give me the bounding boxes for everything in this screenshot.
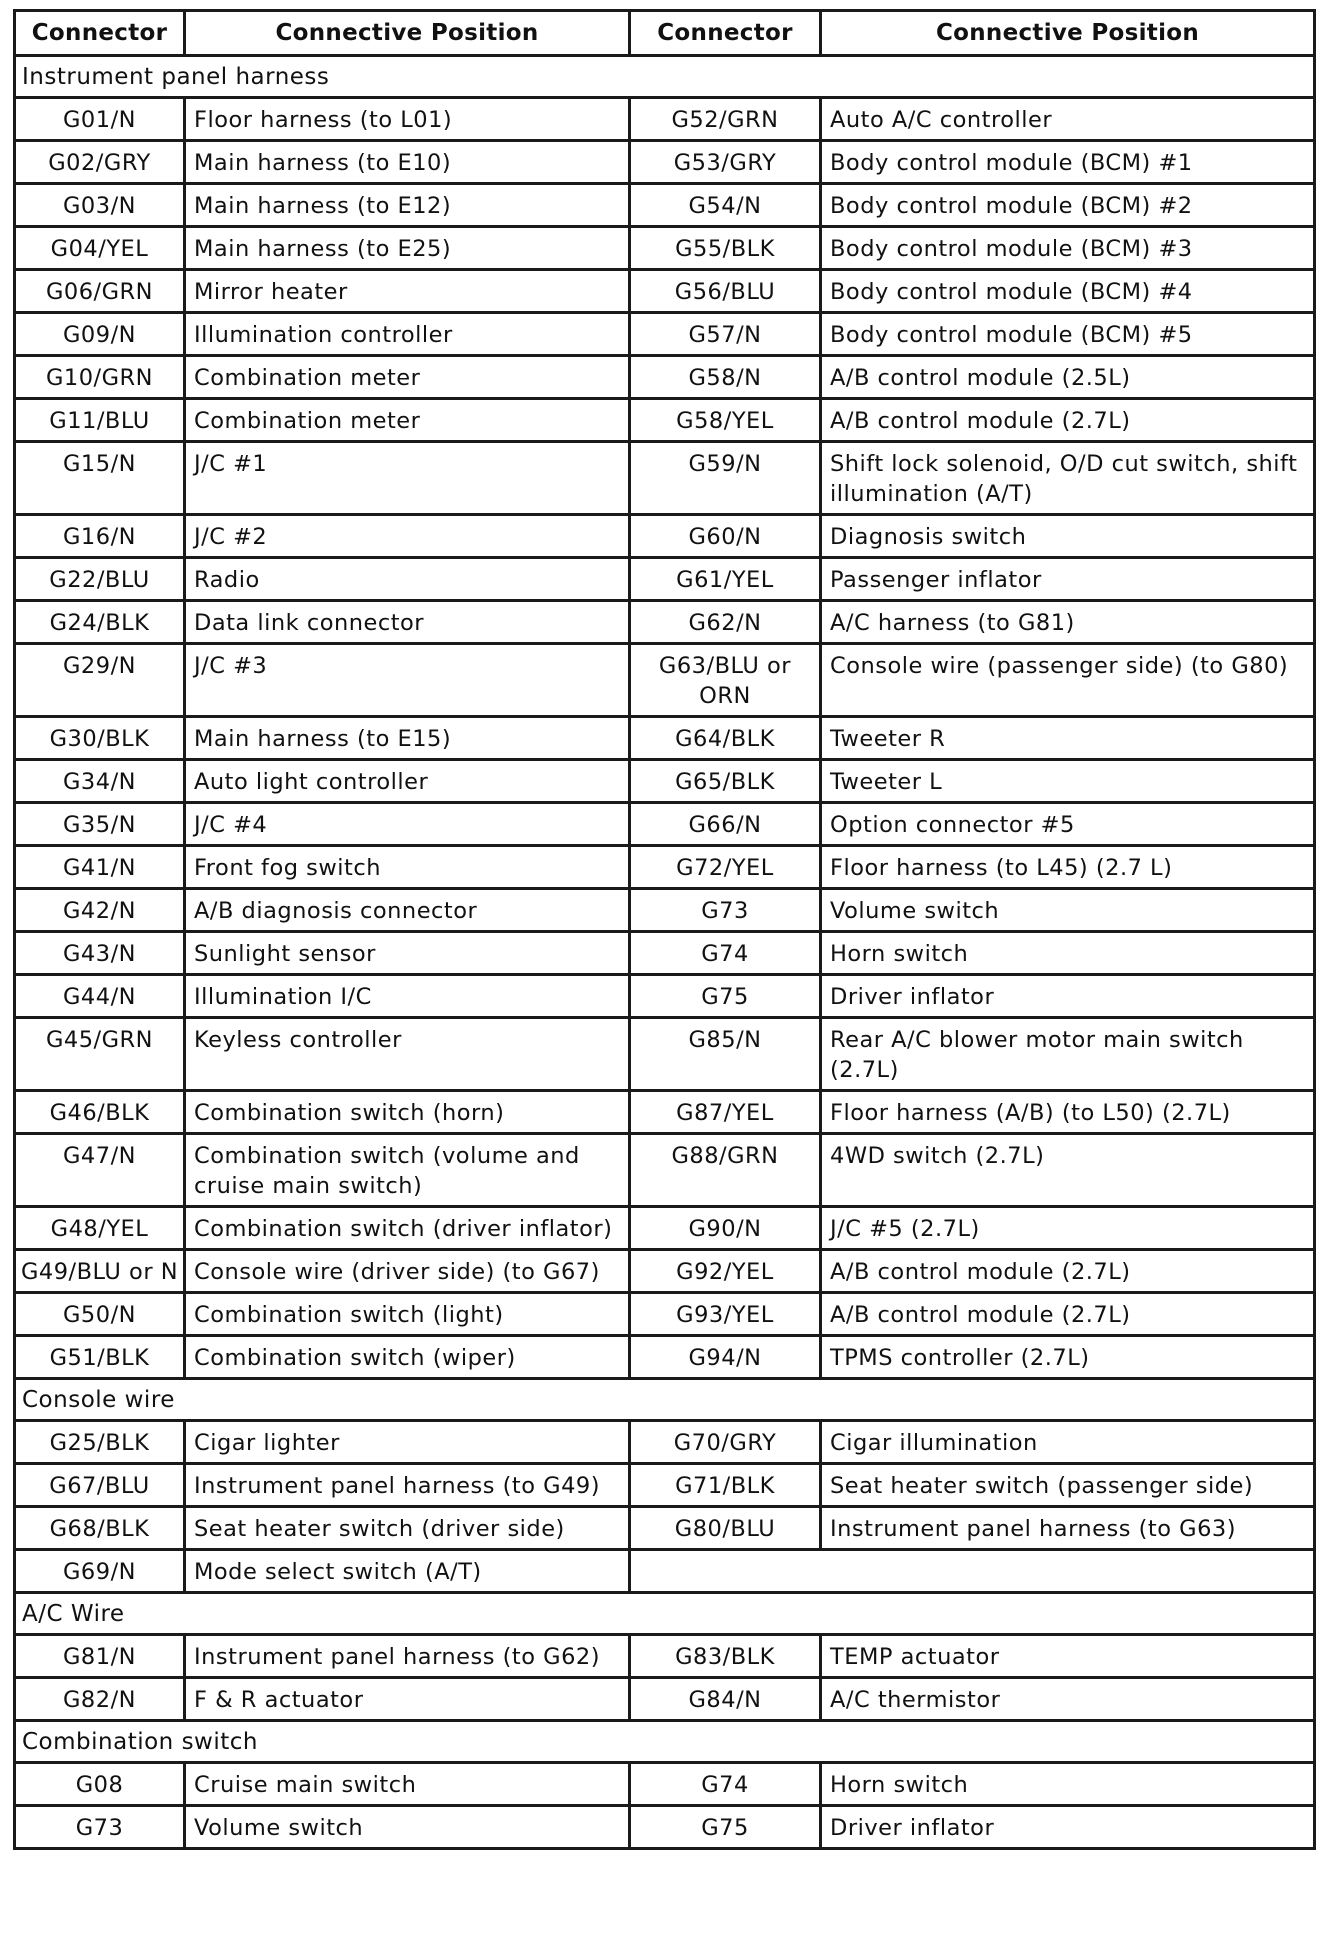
- connector-cell-right: G62/N: [630, 601, 821, 644]
- connector-cell-left: G24/BLK: [15, 601, 185, 644]
- table-row: [15, 399, 1315, 442]
- connector-cell-left: G69/N: [15, 1550, 185, 1593]
- connector-cell-left: G04/YEL: [15, 227, 185, 270]
- position-cell-left: Combination meter: [185, 399, 630, 442]
- table-body: [15, 56, 1315, 1849]
- connector-cell-left: G10/GRN: [15, 356, 185, 399]
- connector-cell-right: G59/N: [630, 442, 821, 515]
- connector-table-container: [13, 9, 1313, 1850]
- connector-cell-left: G41/N: [15, 846, 185, 889]
- position-cell-right: TPMS controller (2.7L): [821, 1336, 1315, 1379]
- connector-cell-right: G55/BLK: [630, 227, 821, 270]
- position-cell-right: Driver inflator: [821, 975, 1315, 1018]
- connector-cell-left: G47/N: [15, 1134, 185, 1207]
- position-cell-right: 4WD switch (2.7L): [821, 1134, 1315, 1207]
- connector-cell-left: G02/GRY: [15, 141, 185, 184]
- position-cell-left: Instrument panel harness (to G49): [185, 1464, 630, 1507]
- position-cell-right: Cigar illumination: [821, 1421, 1315, 1464]
- header-connector-left: Connector: [15, 11, 185, 56]
- table-row: [15, 98, 1315, 141]
- connector-cell-left: G11/BLU: [15, 399, 185, 442]
- section-header-row: [15, 1379, 1315, 1421]
- connector-cell-left: G42/N: [15, 889, 185, 932]
- position-cell-right: Body control module (BCM) #5: [821, 313, 1315, 356]
- connector-cell-right: G87/YEL: [630, 1091, 821, 1134]
- table-row: [15, 356, 1315, 399]
- section-title: A/C Wire: [15, 1593, 1315, 1635]
- position-cell-left: Combination switch (volume and cruise main switch): [185, 1134, 630, 1207]
- position-cell-left: Main harness (to E25): [185, 227, 630, 270]
- connector-cell-right: G58/N: [630, 356, 821, 399]
- position-cell-right: Floor harness (A/B) (to L50) (2.7L): [821, 1091, 1315, 1134]
- table-row: [15, 601, 1315, 644]
- position-cell-right: Seat heater switch (passenger side): [821, 1464, 1315, 1507]
- position-cell-left: Mode select switch (A/T): [185, 1550, 630, 1593]
- position-cell-right: Rear A/C blower motor main switch (2.7L): [821, 1018, 1315, 1091]
- position-cell-left: Illumination controller: [185, 313, 630, 356]
- position-cell-right: Shift lock solenoid, O/D cut switch, shift illumination (A/T): [821, 442, 1315, 515]
- section-title: Instrument panel harness: [15, 56, 1315, 98]
- section-title: Combination switch: [15, 1721, 1315, 1763]
- connector-cell-left: G30/BLK: [15, 717, 185, 760]
- header-row: [15, 11, 1315, 56]
- table-row: [15, 975, 1315, 1018]
- connector-cell-left: G35/N: [15, 803, 185, 846]
- table-row: [15, 889, 1315, 932]
- connector-cell-left: G34/N: [15, 760, 185, 803]
- table-row: [15, 1635, 1315, 1678]
- connector-cell-right: G74: [630, 1763, 821, 1806]
- connector-cell-left: G49/BLU or N: [15, 1250, 185, 1293]
- position-cell-left: Console wire (driver side) (to G67): [185, 1250, 630, 1293]
- connector-cell-left: G48/YEL: [15, 1207, 185, 1250]
- position-cell-right: J/C #5 (2.7L): [821, 1207, 1315, 1250]
- table-row: [15, 141, 1315, 184]
- position-cell-right: Body control module (BCM) #2: [821, 184, 1315, 227]
- connector-cell-right: G52/GRN: [630, 98, 821, 141]
- table-row: [15, 1207, 1315, 1250]
- connector-cell-right: G57/N: [630, 313, 821, 356]
- position-cell-left: Combination switch (wiper): [185, 1336, 630, 1379]
- connector-cell-right: G66/N: [630, 803, 821, 846]
- table-row: [15, 515, 1315, 558]
- connector-cell-left: G29/N: [15, 644, 185, 717]
- connector-cell-left: G25/BLK: [15, 1421, 185, 1464]
- connector-cell-right: G64/BLK: [630, 717, 821, 760]
- connector-cell-right: G88/GRN: [630, 1134, 821, 1207]
- position-cell-left: Instrument panel harness (to G62): [185, 1635, 630, 1678]
- position-cell-right: Body control module (BCM) #3: [821, 227, 1315, 270]
- position-cell-left: Main harness (to E10): [185, 141, 630, 184]
- position-cell-left: Mirror heater: [185, 270, 630, 313]
- header-position-right: Connective Position: [821, 11, 1315, 56]
- connector-cell-right: G58/YEL: [630, 399, 821, 442]
- connector-cell-left: G06/GRN: [15, 270, 185, 313]
- section-header-row: [15, 1593, 1315, 1635]
- connector-cell-left: G22/BLU: [15, 558, 185, 601]
- connector-cell-right: G72/YEL: [630, 846, 821, 889]
- connector-cell-left: G16/N: [15, 515, 185, 558]
- position-cell-left: Radio: [185, 558, 630, 601]
- table-row: [15, 1507, 1315, 1550]
- connector-cell-left: G45/GRN: [15, 1018, 185, 1091]
- connector-cell-right: G53/GRY: [630, 141, 821, 184]
- connector-cell-left: G01/N: [15, 98, 185, 141]
- position-cell-right: A/B control module (2.7L): [821, 399, 1315, 442]
- position-cell-left: Illumination I/C: [185, 975, 630, 1018]
- connector-cell-right: G80/BLU: [630, 1507, 821, 1550]
- position-cell-left: Main harness (to E15): [185, 717, 630, 760]
- section-header-row: [15, 1721, 1315, 1763]
- header-connector-right: Connector: [630, 11, 821, 56]
- connector-cell-left: G50/N: [15, 1293, 185, 1336]
- connector-cell-right: G94/N: [630, 1336, 821, 1379]
- connector-cell-left: G73: [15, 1806, 185, 1849]
- connector-cell-right: G54/N: [630, 184, 821, 227]
- position-cell-left: Front fog switch: [185, 846, 630, 889]
- connector-cell-left: G51/BLK: [15, 1336, 185, 1379]
- connector-cell-right: G90/N: [630, 1207, 821, 1250]
- connector-cell-right: G56/BLU: [630, 270, 821, 313]
- position-cell-left: Floor harness (to L01): [185, 98, 630, 141]
- position-cell-right: Instrument panel harness (to G63): [821, 1507, 1315, 1550]
- table-row: [15, 270, 1315, 313]
- connector-cell-left: G68/BLK: [15, 1507, 185, 1550]
- position-cell-left: Combination meter: [185, 356, 630, 399]
- table-row: [15, 803, 1315, 846]
- connector-cell-right: G60/N: [630, 515, 821, 558]
- connector-cell-right: G92/YEL: [630, 1250, 821, 1293]
- table-row: [15, 442, 1315, 515]
- connector-cell-right: G65/BLK: [630, 760, 821, 803]
- position-cell-right: Tweeter R: [821, 717, 1315, 760]
- section-header-row: [15, 56, 1315, 98]
- position-cell-right: A/B control module (2.7L): [821, 1293, 1315, 1336]
- table-row: [15, 184, 1315, 227]
- table-row: [15, 1293, 1315, 1336]
- position-cell-right: Driver inflator: [821, 1806, 1315, 1849]
- position-cell-right: TEMP actuator: [821, 1635, 1315, 1678]
- position-cell-left: Seat heater switch (driver side): [185, 1507, 630, 1550]
- table-row: [15, 1250, 1315, 1293]
- table-row: [15, 644, 1315, 717]
- position-cell-left: Sunlight sensor: [185, 932, 630, 975]
- connector-cell-left: G81/N: [15, 1635, 185, 1678]
- position-cell-right: Body control module (BCM) #4: [821, 270, 1315, 313]
- table-row: [15, 932, 1315, 975]
- connector-cell-right: G84/N: [630, 1678, 821, 1721]
- table-row: [15, 760, 1315, 803]
- connector-cell-right: G70/GRY: [630, 1421, 821, 1464]
- connector-cell-right: G85/N: [630, 1018, 821, 1091]
- position-cell-left: Combination switch (driver inflator): [185, 1207, 630, 1250]
- position-cell-right: Floor harness (to L45) (2.7 L): [821, 846, 1315, 889]
- connector-cell-left: G67/BLU: [15, 1464, 185, 1507]
- connector-cell-right: G73: [630, 889, 821, 932]
- connector-cell-left: G15/N: [15, 442, 185, 515]
- header-position-left: Connective Position: [185, 11, 630, 56]
- position-cell-right: A/C thermistor: [821, 1678, 1315, 1721]
- position-cell-left: Auto light controller: [185, 760, 630, 803]
- position-cell-right: A/C harness (to G81): [821, 601, 1315, 644]
- position-cell-left: Data link connector: [185, 601, 630, 644]
- connector-cell-left: G43/N: [15, 932, 185, 975]
- connector-cell-left: G08: [15, 1763, 185, 1806]
- position-cell-right: Horn switch: [821, 1763, 1315, 1806]
- table-row: [15, 313, 1315, 356]
- table-row: [15, 1091, 1315, 1134]
- table-row: [15, 1134, 1315, 1207]
- section-title: Console wire: [15, 1379, 1315, 1421]
- position-cell-right: Passenger inflator: [821, 558, 1315, 601]
- connector-cell-right: G63/BLU or ORN: [630, 644, 821, 717]
- table-row: [15, 1464, 1315, 1507]
- connector-cell-right: G74: [630, 932, 821, 975]
- position-cell-right: Horn switch: [821, 932, 1315, 975]
- connector-cell-right: G93/YEL: [630, 1293, 821, 1336]
- table-row: [15, 717, 1315, 760]
- position-cell-left: Volume switch: [185, 1806, 630, 1849]
- position-cell-left: Cigar lighter: [185, 1421, 630, 1464]
- connector-cell-right: G71/BLK: [630, 1464, 821, 1507]
- table-row: [15, 227, 1315, 270]
- table-row: [15, 1550, 1315, 1593]
- connector-cell-right: G61/YEL: [630, 558, 821, 601]
- table-row: [15, 1806, 1315, 1849]
- connector-cell-right: G83/BLK: [630, 1635, 821, 1678]
- position-cell-left: F & R actuator: [185, 1678, 630, 1721]
- table-row: [15, 1421, 1315, 1464]
- position-cell-left: Cruise main switch: [185, 1763, 630, 1806]
- table-row: [15, 558, 1315, 601]
- position-cell-right: Diagnosis switch: [821, 515, 1315, 558]
- position-cell-left: Combination switch (horn): [185, 1091, 630, 1134]
- connector-cell-left: G46/BLK: [15, 1091, 185, 1134]
- connector-cell-right: G75: [630, 975, 821, 1018]
- position-cell-left: Combination switch (light): [185, 1293, 630, 1336]
- position-cell-right: Option connector #5: [821, 803, 1315, 846]
- position-cell-left: Keyless controller: [185, 1018, 630, 1091]
- position-cell-right: Tweeter L: [821, 760, 1315, 803]
- table-row: [15, 846, 1315, 889]
- position-cell-right: A/B control module (2.7L): [821, 1250, 1315, 1293]
- position-cell-left: J/C #4: [185, 803, 630, 846]
- position-cell-right: A/B control module (2.5L): [821, 356, 1315, 399]
- position-cell-left: J/C #3: [185, 644, 630, 717]
- connector-cell-left: G44/N: [15, 975, 185, 1018]
- table-row: [15, 1678, 1315, 1721]
- connector-cell-left: G03/N: [15, 184, 185, 227]
- connector-cell-right: G75: [630, 1806, 821, 1849]
- empty-cell: [630, 1550, 1315, 1593]
- connector-cell-left: G82/N: [15, 1678, 185, 1721]
- position-cell-right: Console wire (passenger side) (to G80): [821, 644, 1315, 717]
- connector-table: [13, 9, 1316, 1850]
- connector-cell-left: G09/N: [15, 313, 185, 356]
- position-cell-right: Body control module (BCM) #1: [821, 141, 1315, 184]
- position-cell-left: J/C #2: [185, 515, 630, 558]
- position-cell-left: J/C #1: [185, 442, 630, 515]
- position-cell-right: Auto A/C controller: [821, 98, 1315, 141]
- position-cell-right: Volume switch: [821, 889, 1315, 932]
- table-row: [15, 1018, 1315, 1091]
- position-cell-left: Main harness (to E12): [185, 184, 630, 227]
- table-row: [15, 1336, 1315, 1379]
- table-row: [15, 1763, 1315, 1806]
- position-cell-left: A/B diagnosis connector: [185, 889, 630, 932]
